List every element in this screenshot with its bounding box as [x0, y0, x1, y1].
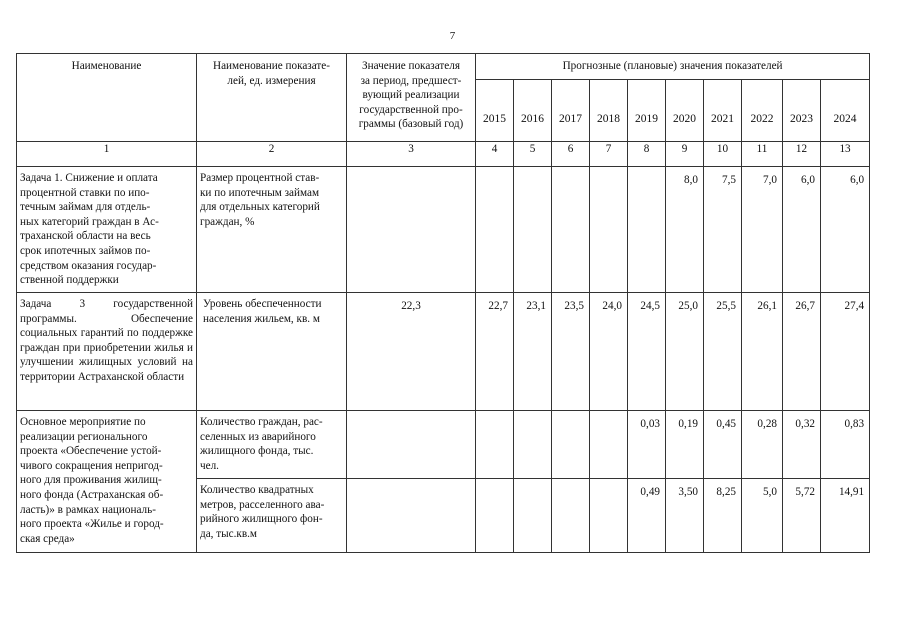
main-event-value-a: 0,19	[666, 411, 704, 479]
task3-value: 26,7	[783, 293, 821, 411]
column-number: 8	[628, 142, 666, 167]
year-cell: 2015	[476, 80, 514, 142]
task3-name: Задача 3 государственной программы. Обеспечение социальных гарантий по поддержке граждан при приобретении жилья и улучшении жилищных условий на территории Астраханской области	[17, 293, 197, 411]
main-event-value-a: 0,83	[821, 411, 870, 479]
task1-indicator: Размер процентной став- ки по ипотечным займам для отдельных категорий граждан, %	[197, 167, 347, 293]
year-cell: 2022	[742, 80, 783, 142]
indicators-table	[16, 53, 870, 553]
main-event-value-a	[590, 411, 628, 479]
main-event-value-b	[552, 479, 590, 553]
main-event-value-b: 14,91	[821, 479, 870, 553]
column-number: 2	[197, 142, 347, 167]
task1-value	[476, 167, 514, 293]
task1-value: 7,0	[742, 167, 783, 293]
task3-value: 27,4	[821, 293, 870, 411]
task1-base-value	[347, 167, 476, 293]
main-event-value-a	[514, 411, 552, 479]
main-event-value-b: 5,0	[742, 479, 783, 553]
task3-indicator: Уровень обеспеченности населения жильем, кв. м	[197, 293, 347, 411]
task1-value	[628, 167, 666, 293]
main-event-value-a: 0,03	[628, 411, 666, 479]
task1-value: 6,0	[783, 167, 821, 293]
column-number: 3	[347, 142, 476, 167]
header-indicator: Наименование показате- лей, ед. измерения	[197, 54, 347, 142]
year-cell: 2021	[704, 80, 742, 142]
year-cell: 2023	[783, 80, 821, 142]
task3-base-value: 22,3	[347, 293, 476, 411]
column-number: 10	[704, 142, 742, 167]
main-event-value-a: 0,32	[783, 411, 821, 479]
main-event-indicator-b: Количество квадратных метров, расселенного ава- рийного жилищного фон- да, тыс.кв.м	[197, 479, 347, 553]
task1-value	[552, 167, 590, 293]
table-row-main-event-a	[17, 411, 870, 479]
task3-value: 22,7	[476, 293, 514, 411]
column-number: 13	[821, 142, 870, 167]
task1-value: 8,0	[666, 167, 704, 293]
task3-value: 24,0	[590, 293, 628, 411]
column-numbers-row	[17, 142, 870, 167]
year-cell: 2019	[628, 80, 666, 142]
task3-value: 25,0	[666, 293, 704, 411]
year-cell: 2016	[514, 80, 552, 142]
year-cell: 2024	[821, 80, 870, 142]
task1-value: 7,5	[704, 167, 742, 293]
main-event-value-a: 0,28	[742, 411, 783, 479]
header-base-value: Значение показателя за период, предшест- вующий реализации государственной про- граммы (базовый год)	[347, 54, 476, 142]
year-cell: 2017	[552, 80, 590, 142]
header-name: Наименование	[17, 54, 197, 142]
main-event-value-b: 3,50	[666, 479, 704, 553]
main-event-base-a	[347, 411, 476, 479]
main-event-value-a: 0,45	[704, 411, 742, 479]
main-event-value-b: 5,72	[783, 479, 821, 553]
main-event-name: Основное мероприятие по реализации регионального проекта «Обеспечение устой- чивого сокращения непригод- ного для проживания жилищ- ного фонда (Астраханская об- ласть)» в рамках националь- ного проекта «Жилье и город- ская среда»	[17, 411, 197, 553]
task3-value: 24,5	[628, 293, 666, 411]
column-number: 12	[783, 142, 821, 167]
column-number: 1	[17, 142, 197, 167]
main-event-value-b: 8,25	[704, 479, 742, 553]
main-event-value-a	[552, 411, 590, 479]
table-row-task1	[17, 167, 870, 293]
task1-value	[590, 167, 628, 293]
task3-value: 23,1	[514, 293, 552, 411]
column-number: 9	[666, 142, 704, 167]
task3-value: 25,5	[704, 293, 742, 411]
header-forecast: Прогнозные (плановые) значения показателей	[476, 54, 870, 80]
year-cell: 2020	[666, 80, 704, 142]
main-event-value-a	[476, 411, 514, 479]
task3-value: 26,1	[742, 293, 783, 411]
year-cell: 2018	[590, 80, 628, 142]
main-event-indicator-a: Количество граждан, рас- селенных из аварийного жилищного фонда, тыс. чел.	[197, 411, 347, 479]
task1-value: 6,0	[821, 167, 870, 293]
column-number: 5	[514, 142, 552, 167]
main-event-value-b	[514, 479, 552, 553]
task3-value: 23,5	[552, 293, 590, 411]
column-number: 4	[476, 142, 514, 167]
main-event-value-b	[590, 479, 628, 553]
main-event-base-b	[347, 479, 476, 553]
page-number: 7	[449, 30, 456, 42]
column-number: 11	[742, 142, 783, 167]
task1-value	[514, 167, 552, 293]
table-row-task3	[17, 293, 870, 411]
column-number: 7	[590, 142, 628, 167]
task1-name: Задача 1. Снижение и оплата процентной ставки по ипо- течным займам для отдель- ных категорий граждан в Ас- траханской области на весь срок ипотечных займов по- средством оказания государ- ственной поддержки	[17, 167, 197, 293]
column-number: 6	[552, 142, 590, 167]
main-event-value-b	[476, 479, 514, 553]
main-event-value-b: 0,49	[628, 479, 666, 553]
